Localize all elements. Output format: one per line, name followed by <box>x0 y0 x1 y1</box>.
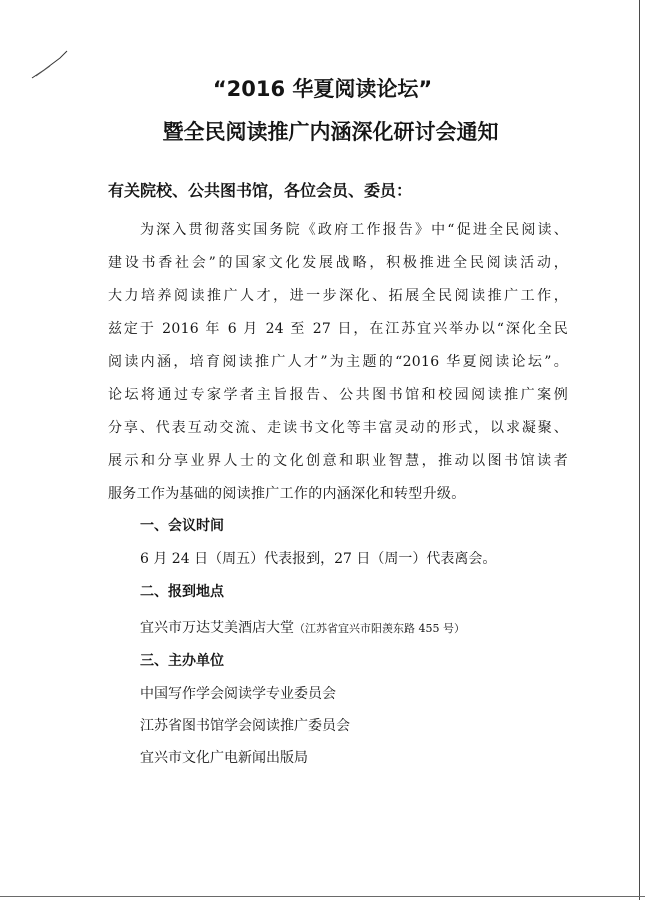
organizer-item: 宜兴市文化广电新闻出版局 <box>140 750 308 766</box>
body-paragraph-line: 分享、代表互动交流、走读书文化等丰富灵动的形式，以求凝聚、 <box>108 420 568 436</box>
body-paragraph-line: 阅读内涵，培育阅读推广人才”为主题的“2016 华夏阅读论坛”。 <box>108 354 568 370</box>
meeting-time-text: 6 月 24 日（周五）代表报到，27 日（周一）代表离会。 <box>140 551 497 567</box>
notice-title-line-1: “2016 华夏阅读论坛” <box>212 77 433 101</box>
organizer-item: 江苏省图书馆学会阅读推广委员会 <box>140 718 350 734</box>
registration-location-text <box>140 618 465 639</box>
salutation: 有关院校、公共图书馆，各位会员、委员： <box>108 181 413 200</box>
scan-edge-bottom <box>0 896 645 897</box>
venue-name: 宜兴市万达艾美酒店大堂 <box>140 620 294 636</box>
section-heading-organizers: 三、主办单位 <box>140 653 224 669</box>
body-paragraph-line: 服务工作为基础的阅读推广工作的内涵深化和转型升级。 <box>108 486 466 502</box>
section-heading-meeting-time: 一、会议时间 <box>140 518 224 534</box>
body-paragraph-line: 展示和分享业界人士的文化创意和职业智慧，推动以图书馆读者 <box>108 453 568 469</box>
section-heading-registration-location: 二、报到地点 <box>140 584 224 600</box>
body-paragraph-line: 为深入贯彻落实国务院《政府工作报告》中“促进全民阅读、 <box>140 222 568 238</box>
body-paragraph-line: 大力培养阅读推广人才，进一步深化、拓展全民阅读推广工作， <box>108 288 568 304</box>
organizer-item: 中国写作学会阅读学专业委员会 <box>140 686 336 702</box>
body-paragraph-line: 兹定于 2016 年 6 月 24 至 27 日，在江苏宜兴举办以“深化全民 <box>108 321 568 337</box>
notice-title-line-2: 暨全民阅读推广内涵深化研讨会通知 <box>162 120 499 144</box>
body-paragraph-line: 建设书香社会”的国家文化发展战略，积极推进全民阅读活动， <box>108 255 568 271</box>
venue-address: （江苏省宜兴市阳羡东路 455 号） <box>294 622 465 635</box>
body-paragraph-line: 论坛将通过专家学者主旨报告、公共图书馆和校园阅读推广案例 <box>108 387 568 403</box>
